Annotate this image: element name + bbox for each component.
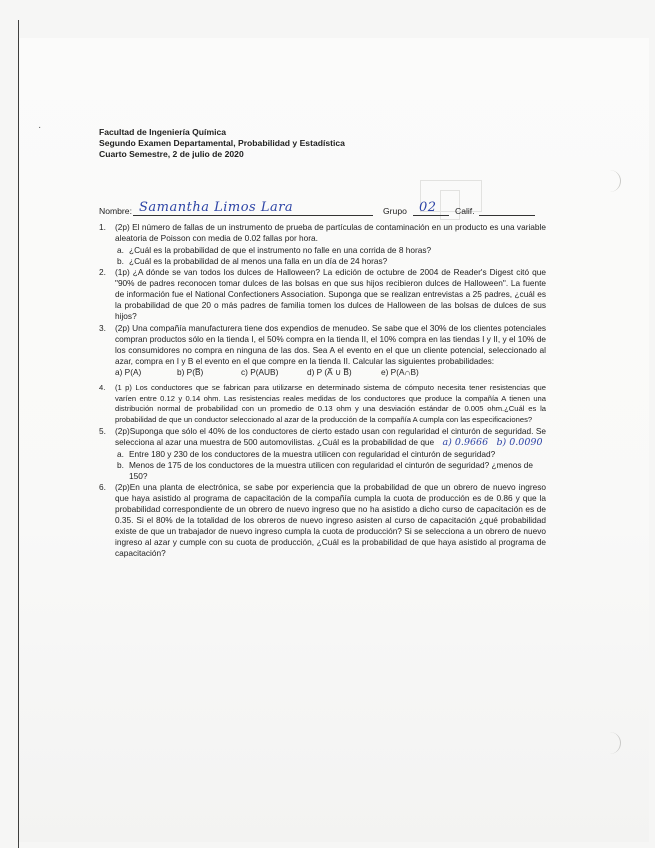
questions-list [99,222,546,560]
question-text: (2p)Suponga que sólo el 40% de los conductores de cierto estado usan con regularidad el cinturón de seguridad. Se selecciona al azar una muestra de 500 automovilistas. ¿Cuál es la probabilidad de que [115,426,546,448]
question-5-part-a: a. Entre 180 y 230 de los conductores de la muestra utilicen con regularidad el cinturón de seguridad? [117,449,496,460]
question-3-options [115,367,546,378]
exam-title: Segundo Examen Departamental, Probabilidad y Estadística [99,138,345,148]
option-c: c) P(AUB) [241,367,279,377]
stray-mark: · [38,122,42,133]
faculty-name: Facultad de Ingeniería Química [99,127,227,137]
question-5: 5. (2p)Suponga que sólo el 40% de los conductores de cierto estado usan con regularidad el cinturón de seguridad. Se selecciona al azar una muestra de 500 automovilistas. ¿Cuál es la probabilidad de que a) 0.9666 b) 0.0090 [99,426,546,449]
exam-header [99,127,345,160]
question-3: 3. (2p) Una compañía manufacturera tiene dos expendios de menudeo. Se sabe que el 30% de los clientes potenciales compran productos sólo en la tienda I, el 50% compra en la tienda II, el 10% compra en las tiendas I y II, y el 10% de los consumidores no compra en ninguna de las dos. Sea A el evento en el que un cliente potencial, seleccionado al azar, compra en I y B el evento en el que compre en la tienda II. Calcular las siguientes probabilidades: a) P(A) b) P(B̅) c) P(AUB) d) P (A̅ ∪ B̅) e) P(A∩B) [99,323,546,377]
question-1-part-a: a. ¿Cuál es la probabilidad de que el instrumento no falle en una corrida de 8 horas? [117,245,432,255]
grade-underline [479,215,535,216]
question-5-part-b: b. Menos de 175 de los conductores de la muestra utilicen con regularidad el cinturón de seguridad? ¿menos de 150? [117,460,534,482]
question-text: (2p) Una compañía manufacturera tiene dos expendios de menudeo. Se sabe que el 30% de los clientes potenciales compran productos sólo en la tienda I, el 50% compra en la tienda II, el 10% compra en las tiendas I y II, y el 10% de los consumidores no compra en ninguna de las dos. Sea A el evento en el que un cliente potencial, seleccionado al azar, compra en I y B el evento en el que compre en la tienda II. Calcular las siguientes probabilidades: [115,323,546,366]
handwritten-answer-a: a) 0.9666 [442,437,489,449]
question-text: (2p)En una planta de electrónica, se sabe por experiencia que la probabilidad de que un obrero de nuevo ingreso que haya asistido al programa de capacitación de la compañía cumpla la cuota de producción es de 0.86 y que la probabilidad correspondiente de un obrero de nuevo ingreso que no ha asistido a dicho curso de capacitación es de 0.35. Si el 80% de la totalidad de los obreros de nuevo ingreso asisten al curso de capacitación ¿qué probabilidad existe de que un trabajador de nuevo ingreso cumpla la cuota de producción? Si se selecciona a un obrero de nuevo ingreso al azar y cumple con su cuota de producción, ¿Cuál es la probabilidad de que haya asistido al programa de capacitación? [115,482,546,559]
group-value-handwritten: 02 [419,200,437,215]
question-1-part-b: b. ¿Cuál es la probabilidad de al menos una falla en un día de 24 horas? [117,256,388,266]
handwritten-answer-b: b) 0.0090 [496,437,543,449]
question-1: 1. (2p) El número de fallas de un instrumento de prueba de partículas de contaminación en un producto es una variable aleatoria de Poisson con media de 0.02 fallas por hora. [99,222,546,243]
grade-label: Calif. [455,206,475,216]
question-text: (1p) ¿A dónde se van todos los dulces de Halloween? La edición de octubre de 2004 de Reader's Digest citó que "90% de padres reconocen tomar dulces de las bolsas en que sus hijos recibieron dulces de Halloween". La fuente de información fue el National Confectioners Association. Suponga que se realizan entrevistas a 25 padres, ¿cuál es la probabilidad de que 20 o más padres de familia tomen los dulces de Halloween de las bolsas de dulces de sus hijos? [115,267,546,321]
student-info-row [99,196,539,218]
name-underline [133,215,373,216]
page-edge-line [18,20,19,848]
exam-semester-date: Cuarto Semestre, 2 de julio de 2020 [99,149,244,159]
question-2: 2. (1p) ¿A dónde se van todos los dulces de Halloween? La edición de octubre de 2004 de Reader's Digest citó que "90% de padres reconocen tomar dulces de las bolsas en que sus hijos recibieron dulces de Halloween". La fuente de información fue el National Confectioners Association. Suponga que se realizan entrevistas a 25 padres, ¿cuál es la probabilidad de que 20 o más padres de familia tomen los dulces de Halloween de las bolsas de dulces de sus hijos? [99,267,546,321]
question-6: 6. (2p)En una planta de electrónica, se sabe por experiencia que la probabilidad de que un obrero de nuevo ingreso que haya asistido al programa de capacitación de la compañía cumpla la cuota de producción es de 0.86 y que la probabilidad correspondiente de un obrero de nuevo ingreso que no ha asistido a dicho curso de capacitación es de 0.35. Si el 80% de la totalidad de los obreros de nuevo ingreso asisten al curso de capacitación ¿qué probabilidad existe de que un trabajador de nuevo ingreso cumpla la cuota de producción? Si se selecciona a un obrero de nuevo ingreso al azar y cumple con su cuota de producción, ¿Cuál es la probabilidad de que haya asistido al programa de capacitación? [99,482,546,559]
group-underline [413,215,449,216]
option-e: e) P(A∩B) [381,367,419,377]
question-text: (1 p) Los conductores que se fabrican para utilizarse en determinado sistema de cómputo necesita tener resistencias que varíen entre 0.12 y 0.14 ohm. Las resistencias reales medidas de los conductores que produce la compañía A tienen una distribución normal de probabilidad con un promedio de 0.13 ohm y una desviación estándar de 0.005 ohm.¿Cuál es la probabilidad de que un conductor seleccionado al azar de la producción de la compañía A cumpla con las especificaciones? [115,383,546,424]
question-4: 4. (1 p) Los conductores que se fabrican para utilizarse en determinado sistema de cómputo necesita tener resistencias que varíen entre 0.12 y 0.14 ohm. Las resistencias reales medidas de los conductores que produce la compañía A tienen una distribución normal de probabilidad con un promedio de 0.13 ohm y una desviación estándar de 0.005 ohm.¿Cuál es la probabilidad de que un conductor seleccionado al azar de la producción de la compañía A cumpla con las especificaciones? [99,383,546,424]
option-a: a) P(A) [115,367,142,377]
option-b: b) P(B̅) [177,367,204,377]
student-name-handwritten: Samantha Limos Lara [139,200,294,215]
group-label: Grupo [383,206,407,216]
question-text: (2p) El número de fallas de un instrumento de prueba de partículas de contaminación en un producto es una variable aleatoria de Poisson con media de 0.02 fallas por hora. [115,222,546,243]
option-d: d) P (A̅ ∪ B̅) [307,367,352,377]
name-label: Nombre: [99,206,132,216]
page-curl-mark [600,170,621,192]
page-curl-mark [600,732,621,754]
